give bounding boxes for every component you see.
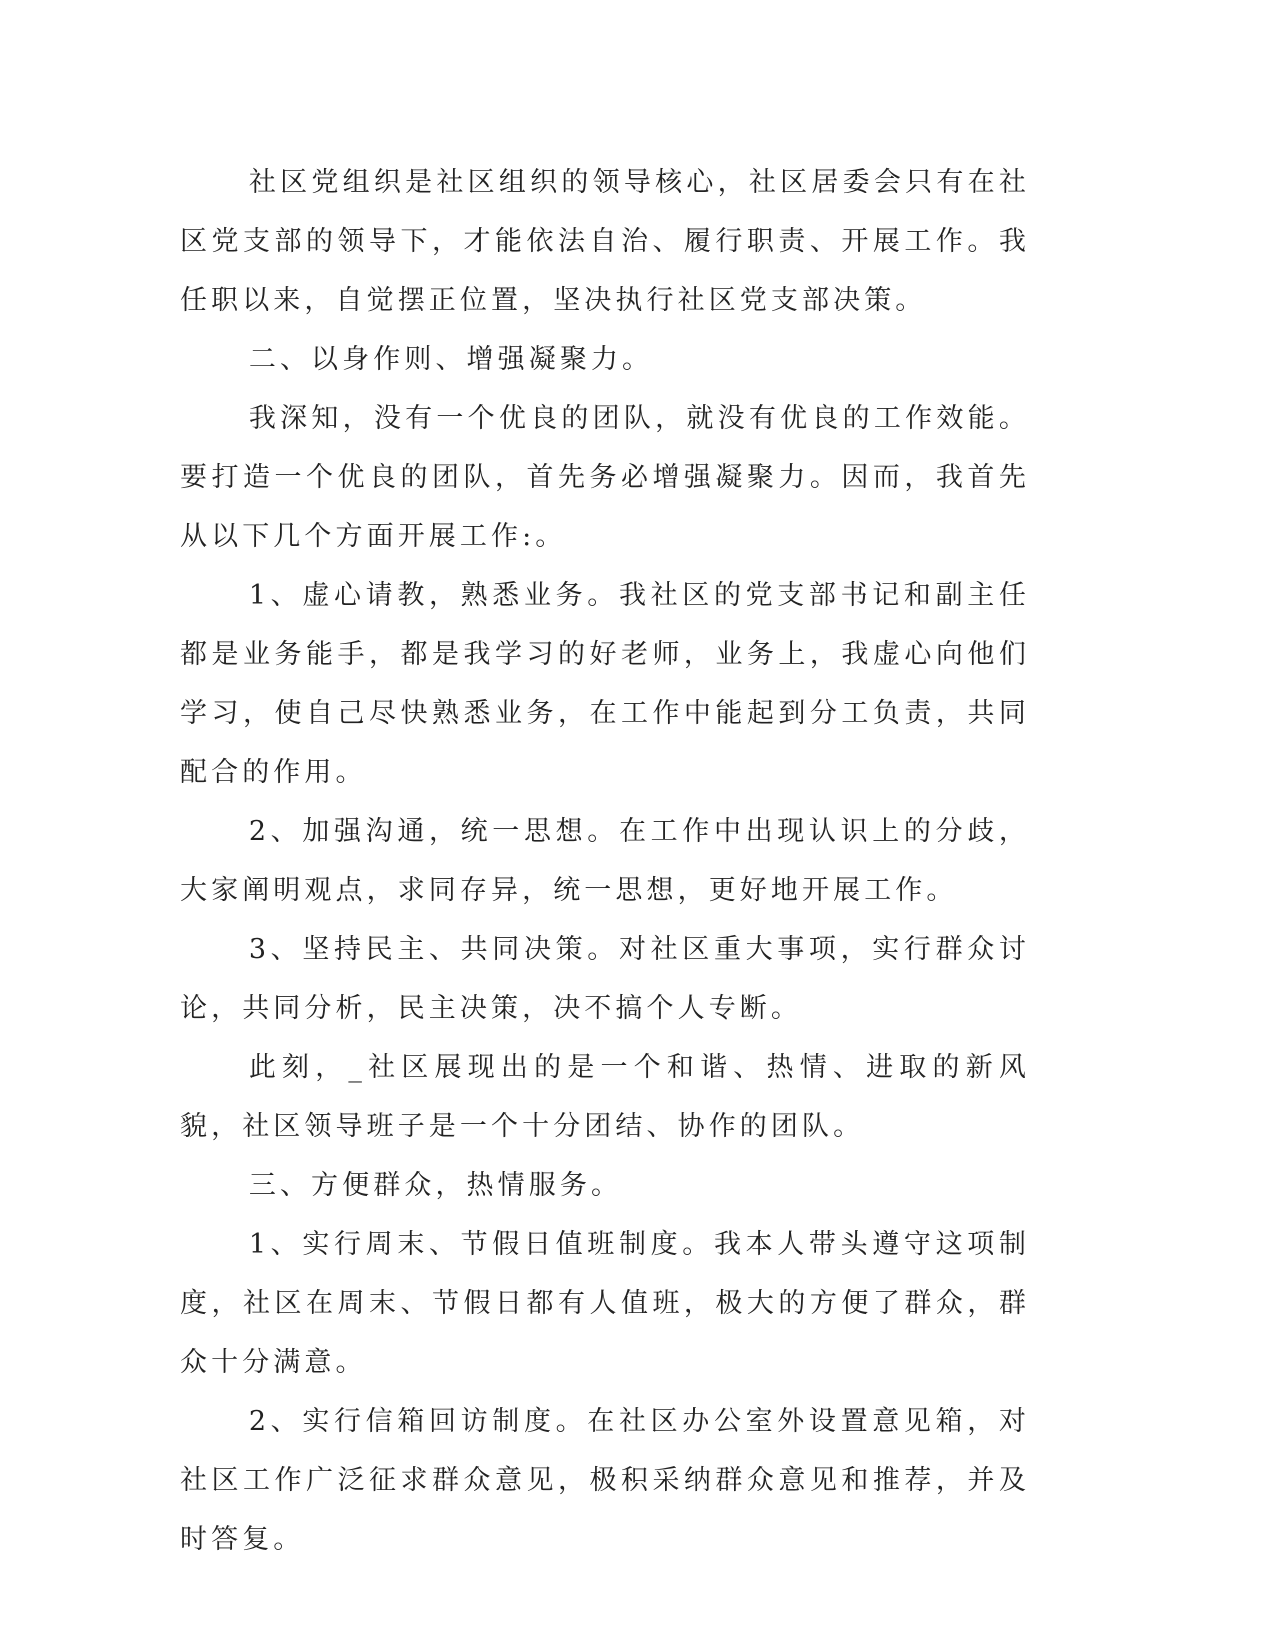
list-item-democracy: 3、坚持民主、共同决策。对社区重大事项，实行群众讨论，共同分析，民主决策，决不搞个人专断。	[180, 934, 1030, 1024]
list-item-learn-business: 1、虚心请教，熟悉业务。我社区的党支部书记和副主任都是业务能手，都是我学习的好老师，业务上，我虚心向他们学习，使自己尽快熟悉业务，在工作中能起到分工负责，共同配合的作用。	[180, 580, 1030, 788]
paragraph-party-leadership: 社区党组织是社区组织的领导核心，社区居委会只有在社区党支部的领导下，才能依法自治、履行职责、开展工作。我任职以来，自觉摆正位置，坚决执行社区党支部决策。	[180, 167, 1030, 316]
list-item-mailbox-system: 2、实行信箱回访制度。在社区办公室外设置意见箱，对社区工作广泛征求群众意见，极积采纳群众意见和推荐，并及时答复。	[180, 1406, 1030, 1555]
paragraph-team-cohesion: 我深知，没有一个优良的团队，就没有优良的工作效能。要打造一个优良的团队，首先务必增强凝聚力。因而，我首先从以下几个方面开展工作:。	[180, 403, 1030, 552]
list-item-communication: 2、加强沟通，统一思想。在工作中出现认识上的分歧，大家阐明观点，求同存异，统一思想，更好地开展工作。	[180, 816, 1030, 906]
list-item-duty-system: 1、实行周末、节假日值班制度。我本人带头遵守这项制度，社区在周末、节假日都有人值班，极大的方便了群众，群众十分满意。	[180, 1229, 1030, 1378]
paragraph-new-look: 此刻，_社区展现出的是一个和谐、热情、进取的新风貌，社区领导班子是一个十分团结、协作的团队。	[180, 1052, 1030, 1142]
heading-section-three: 三、方便群众，热情服务。	[248, 1170, 623, 1201]
heading-section-two: 二、以身作则、增强凝聚力。	[248, 344, 654, 375]
document-page	[180, 153, 1030, 1569]
